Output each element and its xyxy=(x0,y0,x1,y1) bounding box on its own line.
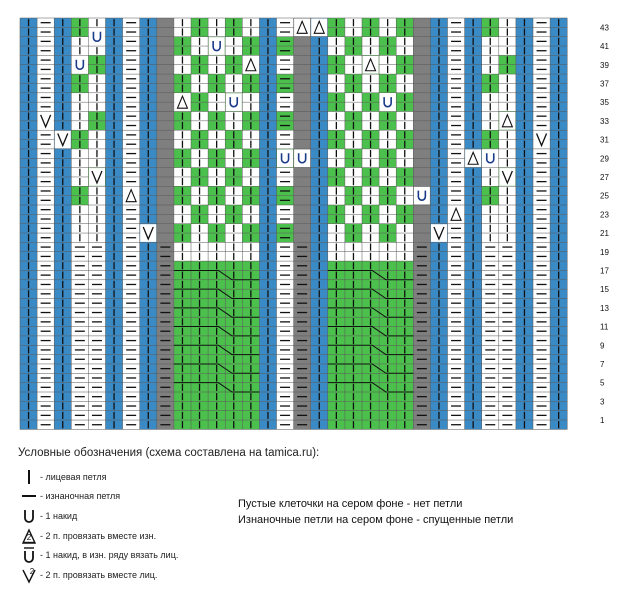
row-number: 9 xyxy=(600,341,605,351)
row-number: 35 xyxy=(600,98,609,108)
legend-item-yo-knit xyxy=(18,546,178,564)
row-number: 27 xyxy=(600,172,609,182)
legend-item-p2tog xyxy=(18,527,156,545)
purl-two-together-icon xyxy=(18,527,40,545)
symbol-digit: 2 xyxy=(29,567,35,576)
note-dropped-stitches: Изнаночные петли на сером фоне - спущенные петли xyxy=(238,514,514,526)
legend-label: - 1 накид xyxy=(40,511,78,521)
row-number: 11 xyxy=(600,322,609,332)
row-number: 7 xyxy=(600,359,605,369)
row-number: 23 xyxy=(600,210,609,220)
row-number: 29 xyxy=(600,154,609,164)
row-number: 25 xyxy=(600,191,609,201)
legend-item-knit xyxy=(18,468,107,486)
note-empty-cells: Пустые клеточки на сером фоне - нет петли xyxy=(238,498,463,510)
legend-title: Условные обозначения (схема составлена на tamica.ru): xyxy=(18,447,320,459)
legend-item-yarn-over xyxy=(18,507,77,525)
row-number: 39 xyxy=(600,60,609,70)
row-number: 13 xyxy=(600,303,609,313)
row-number: 1 xyxy=(600,416,605,426)
row-number: 37 xyxy=(600,79,609,89)
legend-label: - 2 п. провязать вместе изн. xyxy=(40,531,157,541)
row-number: 31 xyxy=(600,135,609,145)
legend-label: - изнаночная петля xyxy=(40,491,121,501)
symbol-digit: 2 xyxy=(26,533,32,542)
yarn-over-knit-next-row-icon xyxy=(18,546,40,564)
legend-item-k2tog xyxy=(18,566,157,584)
row-number: 19 xyxy=(600,247,609,257)
row-number: 41 xyxy=(600,42,609,52)
legend-item-purl xyxy=(18,487,120,505)
row-number: 17 xyxy=(600,266,609,276)
row-number: 43 xyxy=(600,23,609,33)
row-number: 3 xyxy=(600,397,605,407)
legend-label: - 1 накид, в изн. ряду вязать лиц. xyxy=(40,550,179,560)
row-number-column xyxy=(600,23,609,425)
chart-grid xyxy=(20,18,567,429)
row-number: 15 xyxy=(600,285,609,295)
row-number: 21 xyxy=(600,229,609,239)
legend-label: - лицевая петля xyxy=(40,472,107,482)
row-number: 5 xyxy=(600,378,605,388)
yarn-over-icon xyxy=(18,508,40,524)
row-number: 33 xyxy=(600,116,609,126)
knit-icon xyxy=(18,469,40,485)
knit-two-together-icon xyxy=(18,566,40,584)
purl-icon xyxy=(18,491,40,501)
legend-label: - 2 п. провязать вместе лиц. xyxy=(40,570,158,580)
